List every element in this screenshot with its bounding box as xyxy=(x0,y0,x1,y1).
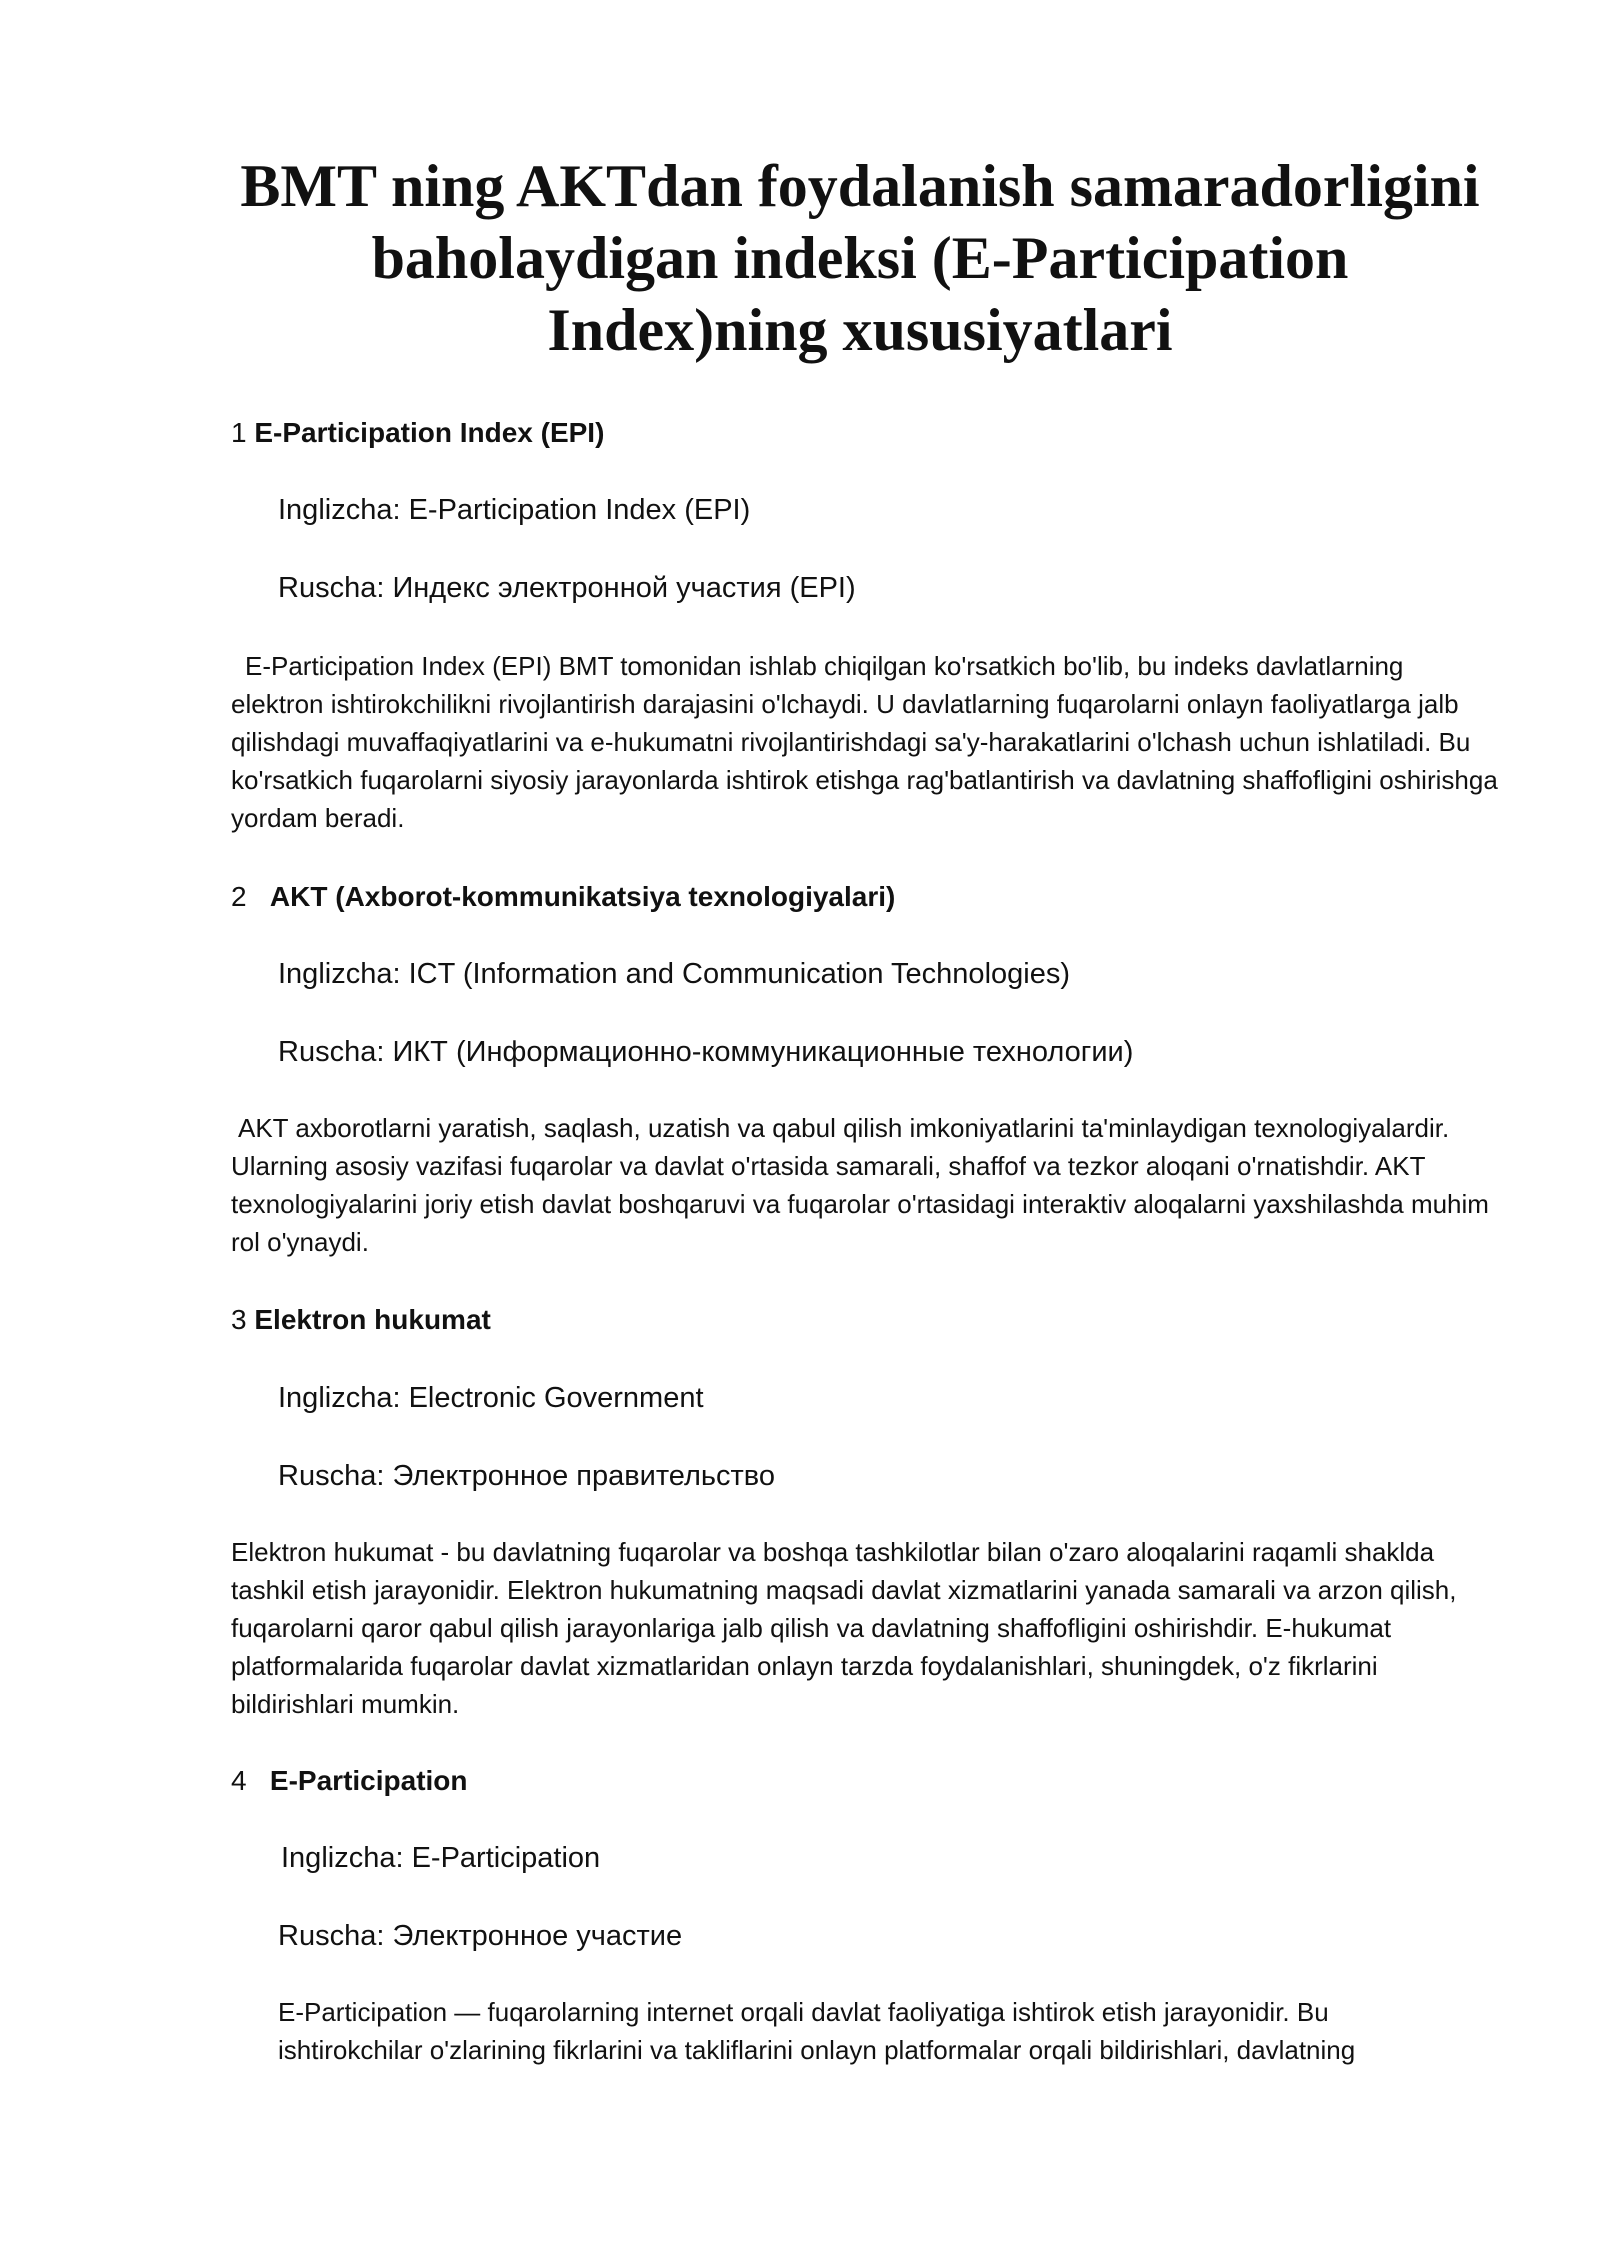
section-2-description: AKT axborotlarni yaratish, saqlash, uzatish va qabul qilish imkoniyatlarini ta'minlaydigan texnologiyalardir. Ularning asosiy vazifasi fuqarolar va davlat o'rtasida samarali, shaffof va tezkor aloqani o'rnatishdir. AKT texnologiyalarini joriy etish davlat boshqaruvi va fuqarolar o'rtasidagi interaktiv aloqalarni yaxshilashda muhim rol o'ynaydi. xyxy=(231,1113,1489,1257)
section-1-english-term: Inglizcha: E-Participation Index (EPI) xyxy=(278,494,751,526)
section-number: 4 xyxy=(231,1765,247,1796)
section-4-english-term: Inglizcha: E-Participation xyxy=(281,1842,601,1874)
section-3-heading xyxy=(231,1303,1501,1337)
section-1-description: E-Participation Index (EPI) BMT tomonidan ishlab chiqilgan ko'rsatkich bo'lib, bu indeks davlatlarning elektron ishtirokchilikni rivojlantirish darajasini o'lchaydi. U davlatlarning fuqarolarni onlayn faoliyatlarga jalb qilishdagi muvaffaqiyatlarini va e-hukumatni rivojlantirishdagi sa'y-harakatlarini o'lchash uchun ishlatiladi. Bu ko'rsatkich fuqarolarni siyosiy jarayonlarda ishtirok etishga rag'batlantirish va davlatning shaffofligini oshirishga yordam beradi. xyxy=(231,651,1498,833)
section-3-english-term: Inglizcha: Electronic Government xyxy=(278,1382,704,1414)
section-4-russian-term: Ruscha: Электронное участие xyxy=(278,1920,683,1952)
section-title: Elektron hukumat xyxy=(254,1304,491,1335)
section-2-russian-term: Ruscha: ИКТ (Информационно-коммуникационные технологии) xyxy=(278,1036,1134,1068)
section-3-description: Elektron hukumat - bu davlatning fuqarolar va boshqa tashkilotlar bilan o'zaro aloqalarini raqamli shaklda tashkil etish jarayonidir. Elektron hukumatning maqsadi davlat xizmatlarini yanada samarali va arzon qilish, fuqarolarni qaror qabul qilish jarayonlariga jalb qilish va davlatning shaffofligini oshirishdir. E-hukumat platformalarida fuqarolar davlat xizmatlaridan onlayn tarzda foydalanishlari, shuningdek, o'z fikrlarini bildirishlari mumkin. xyxy=(231,1537,1457,1719)
section-2-heading xyxy=(231,880,1501,914)
section-title: AKT (Axborot-kommunikatsiya texnologiyalari) xyxy=(269,881,896,912)
section-title: E-Participation Index (EPI) xyxy=(254,417,605,448)
section-4-heading xyxy=(231,1764,1501,1798)
section-number: 1 xyxy=(231,417,247,448)
section-number: 2 xyxy=(231,881,247,912)
section-title: E-Participation xyxy=(269,1765,468,1796)
section-number: 3 xyxy=(231,1304,247,1335)
section-1-heading xyxy=(231,416,1501,450)
section-3-russian-term: Ruscha: Электронное правительство xyxy=(278,1460,775,1492)
section-2-english-term: Inglizcha: ICT (Information and Communication Technologies) xyxy=(278,958,1070,990)
section-1-russian-term: Ruscha: Индекс электронной участия (EPI) xyxy=(278,572,856,604)
section-4-description: E-Participation — fuqarolarning internet orqali davlat faoliyatiga ishtirok etish jarayonidir. Bu ishtirokchilar o'zlarining fikrlarini va takliflarini onlayn platformalar orqali bildirishlari, davlatning xyxy=(278,1997,1356,2065)
page-title: BMT ning AKTdan foydalanish samaradorligini baholaydigan indeksi (E-Participation Index)ning xususiyatlari xyxy=(240,153,1480,363)
